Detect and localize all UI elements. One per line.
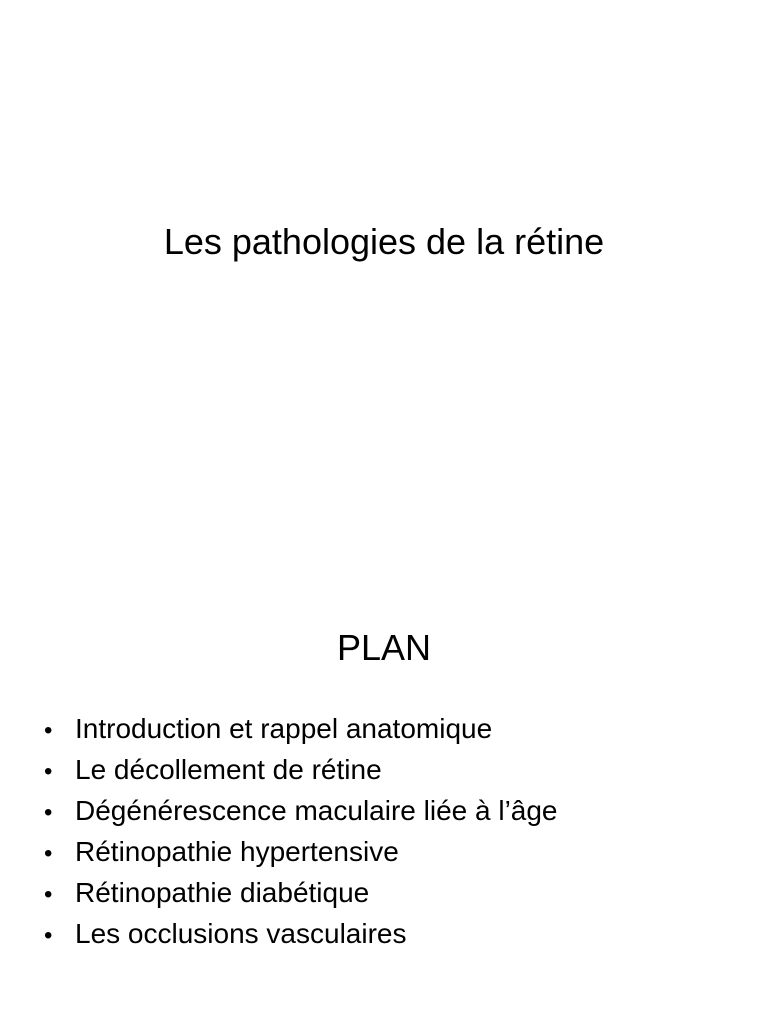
plan-item-label: Introduction et rappel anatomique (75, 713, 493, 744)
plan-item (44, 790, 744, 831)
bullet-icon: • (44, 881, 53, 908)
plan-item-label: Rétinopathie diabétique (75, 877, 370, 908)
plan-item (44, 913, 744, 954)
bullet-icon: • (44, 799, 53, 826)
plan-item-label: Le décollement de rétine (75, 754, 382, 785)
plan-title: PLAN (336, 627, 432, 668)
plan-item (44, 872, 744, 913)
bullet-icon: • (44, 717, 53, 744)
presentation-title: Les pathologies de la rétine (163, 221, 605, 262)
plan-item-label: Dégénérescence maculaire liée à l’âge (75, 795, 558, 826)
plan-slide (0, 512, 768, 1024)
plan-list (44, 708, 744, 954)
plan-item (44, 749, 744, 790)
plan-item (44, 831, 744, 872)
plan-item-label: Rétinopathie hypertensive (75, 836, 399, 867)
bullet-icon: • (44, 758, 53, 785)
plan-item-label: Les occlusions vasculaires (75, 918, 407, 949)
bullet-icon: • (44, 922, 53, 949)
plan-item (44, 708, 744, 749)
bullet-icon: • (44, 840, 53, 867)
